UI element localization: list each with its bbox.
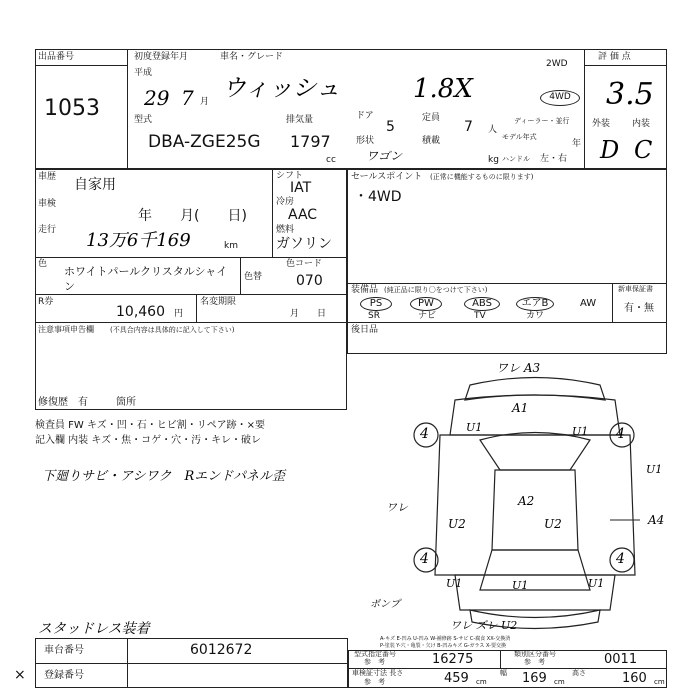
- eval-label: 評 価 点: [598, 52, 631, 62]
- ac: AAC: [288, 207, 318, 223]
- color: ホワイトパールクリスタルシャイン: [64, 265, 228, 293]
- car-name-label: 車名・グレード: [220, 52, 284, 62]
- capacity-label: 定員: [422, 113, 441, 123]
- model-year-label: モデル年式: [502, 133, 537, 141]
- exterior-label: 外装: [592, 119, 611, 129]
- damage-u1-right-top: U1: [572, 425, 589, 438]
- equip-aw: AW: [580, 298, 597, 309]
- tire-rr: 4: [616, 551, 625, 567]
- divider: [347, 322, 667, 323]
- color-code: 070: [296, 273, 323, 289]
- tire-fl: 4: [420, 426, 429, 442]
- sales-sub: (正常に機能するものに限ります): [430, 173, 534, 181]
- equip-navi: ナビ: [418, 311, 437, 321]
- damage-a1: A1: [512, 401, 529, 415]
- era: 平成: [134, 68, 153, 78]
- damage-u1-right-side: U1: [646, 463, 663, 476]
- equip-pw: PW: [410, 297, 442, 311]
- tire-fr: 4: [616, 426, 625, 442]
- year: 29: [144, 86, 170, 110]
- year-unit: 年: [572, 139, 582, 149]
- new-warranty-label: 新車保証書: [618, 285, 653, 293]
- divider: [240, 257, 241, 294]
- legend-line2: 記入欄 内装 キズ・焦・コゲ・穴・汚・キレ・破レ: [35, 435, 262, 446]
- damage-u1-right-bottom: U1: [588, 577, 605, 590]
- damage-a2: A2: [518, 494, 535, 508]
- lot-label: 出品番号: [38, 52, 75, 62]
- equip-label: 装備品: [351, 285, 379, 295]
- recycle-label: R券: [38, 297, 54, 307]
- car-diagram: [400, 360, 670, 640]
- length: 459: [444, 671, 469, 686]
- width-label: 幅: [500, 669, 507, 677]
- equip-tv: TV: [474, 311, 486, 321]
- drive-4wd: 4WD: [540, 90, 580, 106]
- class-no-label: 類別区分番号: [514, 650, 556, 658]
- damage-pump: ポンプ: [370, 599, 400, 610]
- exterior-grade: D: [600, 136, 620, 164]
- equip-leather: カワ: [526, 311, 545, 321]
- damage-u1-left-top: U1: [466, 421, 483, 434]
- handle: 左・右: [540, 154, 568, 164]
- equip-sub: (純正品に限り〇をつけて下さい): [384, 286, 488, 294]
- inspection-label: 車検: [38, 199, 57, 209]
- reference-3: 参 考: [364, 678, 385, 686]
- mileage: 13万6千169: [86, 230, 191, 251]
- new-warranty: 有・無: [624, 303, 654, 314]
- people-unit: 人: [488, 125, 498, 135]
- model: DBA-ZGE25G: [148, 132, 261, 152]
- notes-label: 注意事項申告欄: [38, 325, 94, 334]
- sales-label: セールスポイント: [351, 172, 423, 182]
- divider: [35, 65, 127, 66]
- sales-point: ・4WD: [354, 189, 402, 205]
- divider: [612, 283, 613, 322]
- yen-unit: 円: [174, 309, 184, 319]
- divider: [347, 283, 667, 284]
- handle-label: ハンドル: [502, 155, 530, 163]
- shift-label: シフト: [276, 171, 304, 181]
- top-section: [35, 49, 667, 169]
- damage-u1-rear: U1: [512, 579, 529, 592]
- equip-sr: SR: [368, 311, 380, 321]
- damage-u2-right: U2: [544, 517, 562, 531]
- kg-unit: kg: [488, 155, 499, 165]
- length-unit: cm: [476, 678, 487, 686]
- capacity: 7: [464, 119, 473, 135]
- height-unit: cm: [654, 678, 665, 686]
- warranty-value: 月 日: [290, 309, 327, 319]
- divider: [196, 294, 197, 322]
- class-no: 0011: [604, 652, 638, 667]
- car-outline: [435, 378, 635, 632]
- divider: [35, 322, 347, 323]
- first-reg-label: 初度登録年月: [134, 52, 189, 62]
- shape: ワゴン: [366, 149, 403, 163]
- fuel: ガソリン: [276, 236, 332, 252]
- fuel-label: 燃料: [276, 225, 295, 235]
- history-label: 車歴: [38, 172, 57, 182]
- equip-abs: ABS: [464, 297, 500, 311]
- reference-2: 参 考: [524, 658, 545, 666]
- damage-a4: A4: [648, 513, 665, 527]
- doors-label: ドア: [356, 111, 374, 121]
- interior-grade: C: [634, 136, 653, 164]
- displacement-label: 排気量: [286, 115, 314, 125]
- width-unit: cm: [554, 678, 565, 686]
- studless-note: スタッドレス装着: [38, 621, 150, 637]
- load-label: 積載: [422, 136, 441, 146]
- displacement: 1797: [290, 132, 331, 151]
- damage-u1-left-bottom: U1: [446, 577, 463, 590]
- shape-label: 形状: [356, 136, 375, 146]
- dealer-label: ディーラー・並行: [514, 117, 570, 125]
- damage-top: ワレ A3: [496, 361, 541, 375]
- divider: [584, 65, 667, 66]
- ac-label: 冷房: [276, 197, 295, 207]
- x-mark: ×: [14, 667, 26, 683]
- damage-ware-left: ワレ: [386, 501, 408, 514]
- color-label: 色: [38, 259, 48, 269]
- color-change-label: 色替: [244, 272, 263, 282]
- reference-1: 参 考: [364, 658, 385, 666]
- diagram-legend-2: P-塗装 Y-穴・亀裂・欠け B-凹みキズ G-ガラス X-要交換: [380, 643, 506, 649]
- equip-airbag: エアB: [516, 297, 554, 311]
- car-name: ウィッシュ: [222, 74, 341, 102]
- reg-label: 登録番号: [44, 670, 84, 681]
- km-unit: km: [224, 241, 238, 251]
- inspector-note: 下廻りサビ・アシワク Rエンドパネル歪: [42, 469, 286, 484]
- diagram-legend-1: A-キズ E-凹み U-凹み W-補修跡 S-サビ C-腐食 XX-交換済: [380, 636, 511, 642]
- type-no-label: 型式指定番号: [354, 650, 396, 658]
- repair-suffix: 箇所: [116, 397, 136, 408]
- divider: [35, 257, 347, 258]
- score: 3.5: [606, 77, 654, 112]
- divider: [35, 294, 347, 295]
- cc-unit: cc: [326, 155, 336, 165]
- interior-label: 内装: [632, 119, 651, 129]
- divider: [272, 169, 273, 257]
- shift: IAT: [290, 180, 312, 196]
- warranty-label: 名変期限: [200, 297, 237, 307]
- grade: 1.8X: [413, 74, 473, 104]
- damage-bottom: ワレ ズレ U2: [450, 619, 518, 632]
- drive-2wd: 2WD: [546, 59, 568, 69]
- height-label: 高さ: [572, 669, 586, 677]
- color-code-label: 色コード: [286, 259, 323, 269]
- divider: [584, 49, 585, 169]
- tire-rl: 4: [420, 551, 429, 567]
- mileage-label: 走行: [38, 225, 57, 235]
- divider: [500, 650, 501, 668]
- damage-u2-left: U2: [448, 517, 466, 531]
- doors: 5: [386, 119, 395, 135]
- chassis-number: 6012672: [190, 642, 253, 658]
- chassis-label: 車台番号: [44, 645, 84, 656]
- later-label: 後日品: [351, 325, 379, 335]
- divider: [127, 638, 128, 688]
- divider: [35, 663, 348, 664]
- equip-ps: PS: [360, 297, 392, 311]
- inspection: 年 月( 日): [138, 208, 247, 224]
- month: 7: [181, 86, 194, 110]
- model-label: 型式: [134, 115, 153, 125]
- lot-number: 1053: [44, 96, 100, 121]
- repair-label: 修復歴 有: [38, 397, 88, 408]
- notes-sub: (不具合内容は具体的に記入して下さい): [110, 326, 235, 334]
- legend-line1: 検査員 FW キズ・凹・石・ヒビ割・リペア跡・×要: [35, 420, 265, 431]
- recycle: 10,460: [116, 304, 165, 320]
- width: 169: [522, 671, 547, 686]
- history: 自家用: [74, 177, 116, 193]
- month-unit: 月: [200, 97, 210, 107]
- type-no: 16275: [432, 652, 474, 667]
- length-label: 車検証寸法 長さ: [352, 669, 404, 677]
- height: 160: [622, 671, 647, 686]
- divider: [127, 49, 128, 169]
